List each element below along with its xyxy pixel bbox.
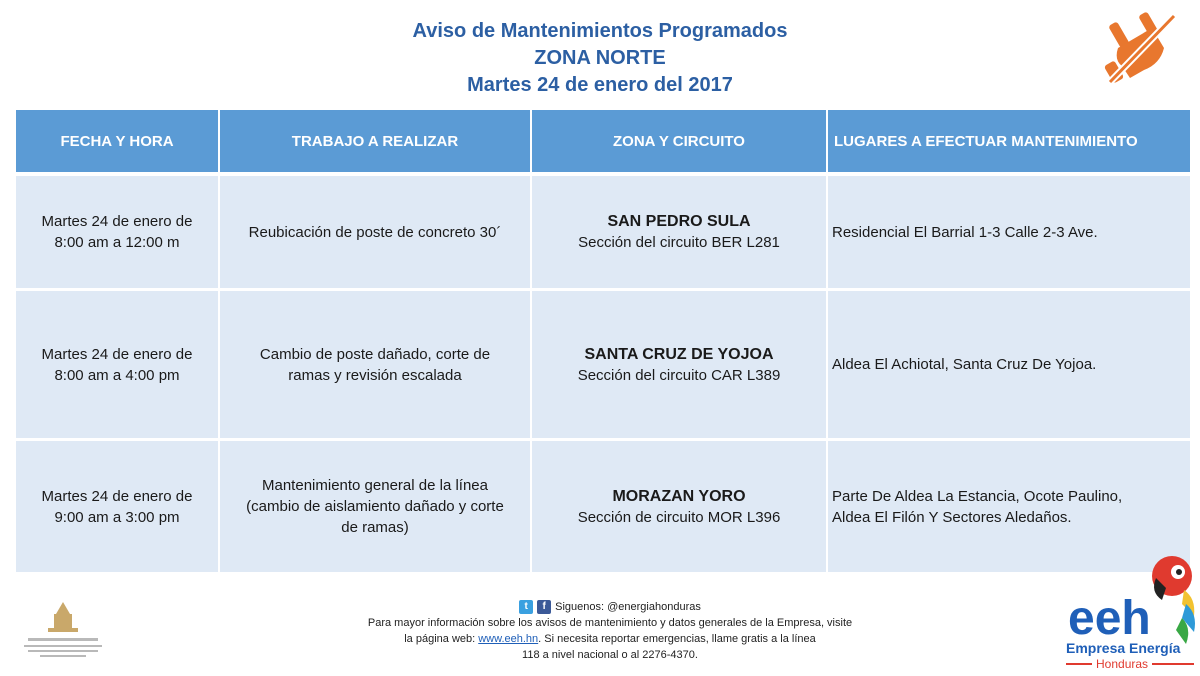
places-cell	[828, 176, 1190, 288]
footer-info	[220, 598, 1000, 663]
places-text: Aldea El Achiotal, Santa Cruz De Yojoa.	[832, 356, 1097, 373]
circuit-text: Sección del circuito BER L281	[578, 234, 780, 251]
zone-name: SAN PEDRO SULA	[607, 213, 751, 230]
date-text: Martes 24 de enero de	[41, 213, 193, 230]
social-links	[519, 599, 701, 615]
table-header-row	[16, 110, 1190, 172]
column-header: FECHA Y HORA	[16, 110, 218, 172]
places-cell	[828, 291, 1190, 438]
column-header: TRABAJO A REALIZAR	[220, 110, 530, 172]
work-cell	[220, 441, 530, 572]
macaw-icon	[1152, 556, 1195, 644]
info-suffix: . Si necesita reportar emergencias, llame gratis a la línea	[538, 633, 816, 645]
social-handle: Siguenos: @energiahonduras	[555, 601, 701, 613]
work-text: Reubicación de poste de concreto 30´	[248, 223, 502, 241]
places-text: Residencial El Barrial 1-3 Calle 2-3 Ave.	[832, 223, 1098, 241]
places-text: Aldea El Filón Y Sectores Aledaños.	[832, 508, 1072, 526]
date-text: Martes 24 de enero de	[41, 345, 193, 363]
work-text: (cambio de aislamiento dañado y corte	[246, 498, 504, 515]
eeh-logo	[1062, 548, 1198, 672]
date-time-cell	[16, 441, 218, 572]
date-heading: Martes 24 de enero del 2017	[467, 74, 733, 96]
work-cell	[220, 291, 530, 438]
work-text: Mantenimiento general de la línea	[262, 477, 488, 494]
time-text: 8:00 am a 12:00 m	[54, 234, 180, 251]
work-text: ramas y revisión escalada	[288, 366, 462, 384]
date-time-cell	[16, 291, 218, 438]
unplug-icon	[1100, 8, 1180, 88]
maintenance-table	[16, 110, 1190, 572]
twitter-icon[interactable]: t	[519, 600, 533, 614]
column-header: ZONA Y CIRCUITO	[532, 110, 826, 172]
eeh-sub1: Empresa Energía	[1066, 640, 1181, 656]
zone-heading: ZONA NORTE	[534, 47, 666, 69]
date-text: Martes 24 de enero de	[41, 487, 193, 505]
places-text: Parte De Aldea La Estancia, Ocote Paulino,	[832, 487, 1123, 505]
work-cell	[220, 176, 530, 288]
time-text: 8:00 am a 4:00 pm	[54, 366, 180, 384]
zone-cell	[532, 441, 826, 572]
website-link[interactable]: www.eeh.hn	[478, 633, 539, 645]
table-row	[16, 441, 1190, 572]
eeh-sub2: Honduras	[1096, 657, 1149, 671]
zone-name: MORAZAN YORO	[612, 487, 746, 505]
zone-name: SANTA CRUZ DE YOJOA	[584, 345, 774, 363]
eeh-wordmark: eeh	[1068, 592, 1151, 645]
zone-cell	[532, 291, 826, 438]
table-row	[16, 176, 1190, 288]
info-prefix: la página web:	[404, 633, 479, 645]
info-line: 118 a nivel nacional o al 2276-4370.	[522, 649, 698, 661]
government-seal-icon	[18, 598, 108, 668]
work-text: de ramas)	[341, 519, 409, 536]
info-line	[220, 631, 1000, 647]
circuit-text: Sección de circuito MOR L396	[577, 508, 781, 526]
table-row	[16, 291, 1190, 438]
time-text: 9:00 am a 3:00 pm	[54, 508, 180, 526]
work-text: Cambio de poste dañado, corte de	[259, 345, 491, 363]
notice-header	[0, 18, 1200, 99]
facebook-icon[interactable]: f	[537, 600, 551, 614]
date-time-cell	[16, 176, 218, 288]
column-header: LUGARES A EFECTUAR MANTENIMIENTO	[828, 110, 1190, 172]
circuit-text: Sección del circuito CAR L389	[577, 366, 781, 384]
zone-cell	[532, 176, 826, 288]
info-line: Para mayor información sobre los avisos de mantenimiento y datos generales de la Empresa, visite	[367, 617, 853, 629]
notice-title: Aviso de Mantenimientos Programados	[412, 20, 788, 42]
